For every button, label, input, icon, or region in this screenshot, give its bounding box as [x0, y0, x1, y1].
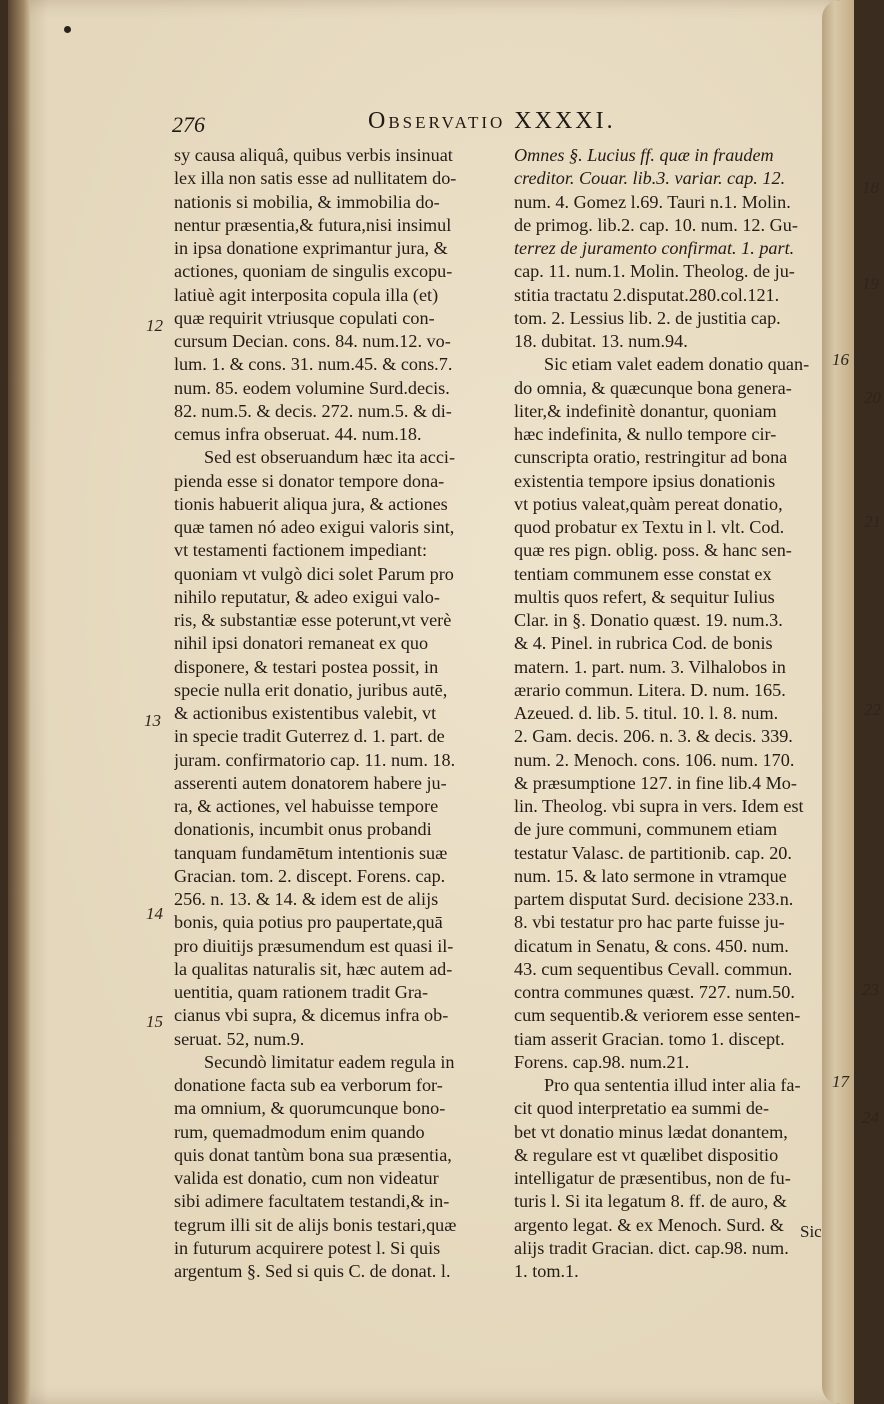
text-line: Gracian. tom. 2. discept. Forens. cap.	[174, 865, 446, 886]
text-line: ærario commun. Litera. D. num. 165.	[514, 679, 786, 700]
text-line: terrez de juramento confirmat. 1. part.	[514, 238, 795, 258]
text-line: 8. vbi testatur pro hac parte fuisse ju-	[514, 912, 785, 933]
margin-number: 24	[862, 1108, 879, 1127]
text-line: rum, quemadmodum enim quando	[174, 1121, 425, 1142]
text-line: testatur Valasc. de partitionib. cap. 20.	[514, 842, 792, 863]
running-title: Observatio XXXXI.	[368, 108, 616, 134]
text-line: 256. n. 13. & 14. & idem est de alijs	[174, 889, 439, 909]
text-line: actiones, quoniam de singulis excopu-	[174, 261, 453, 282]
text-line: & regulare est vt quælibet dispositio	[514, 1144, 779, 1165]
ink-dot	[64, 26, 71, 33]
text-line: in futurum acquirere potest l. Si quis	[174, 1237, 441, 1258]
text-line: dicatum in Senatu, & cons. 450. num.	[514, 935, 789, 956]
margin-number: 19	[862, 274, 879, 293]
text-line: disponere, & testari postea possit, in	[174, 656, 439, 677]
text-line: num. 85. eodem volumine Surd.decis.	[174, 377, 450, 398]
margin-number: 14	[146, 904, 163, 923]
text-line: pienda esse si donator tempore dona-	[174, 470, 445, 491]
text-line: hæc indefinita, & nullo tempore cir-	[514, 424, 777, 444]
text-line: num. 2. Menoch. cons. 106. num. 170.	[514, 749, 795, 770]
text-line: in ipsa donatione exprimantur jura, &	[174, 238, 448, 258]
text-line: ma omnium, & quorumcunque bono-	[174, 1098, 446, 1119]
text-line: la qualitas naturalis sit, hæc autem ad-	[174, 958, 453, 979]
text-line: juram. confirmatorio cap. 11. num. 18.	[174, 749, 456, 770]
margin-number: 17	[832, 1072, 849, 1091]
margin-number: 23	[862, 980, 879, 999]
text-line: liter,& indefinitè donantur, quoniam	[514, 400, 777, 421]
margin-number: 20	[864, 388, 881, 407]
text-line: specie nulla erit donatio, juribus autē,	[174, 679, 448, 700]
text-line: cursum Decian. cons. 84. num.12. vo-	[174, 331, 451, 351]
text-line: tegrum illi sit de alijs bonis testari,quæ	[174, 1214, 457, 1235]
text-line: cit quod interpretatio ea summi de-	[514, 1098, 770, 1119]
margin-number: 21	[864, 512, 881, 531]
text-line: ris, & substantiæ esse poterunt,vt verè	[174, 610, 452, 630]
text-line: latiuè agit interposita copula illa (et)	[174, 284, 439, 305]
text-line: bonis, quia potius pro paupertate,quā	[174, 912, 443, 933]
text-line: cum sequentib.& veriorem esse senten-	[514, 1005, 801, 1026]
text-line: nihilo reputatur, & adeo exigui valo-	[174, 586, 440, 607]
text-line: multis quos refert, & sequitur Iulius	[514, 586, 775, 607]
text-line: lex illa non satis esse ad nullitatem do-	[174, 168, 457, 189]
page-header	[172, 108, 812, 142]
text-line: & 4. Pinel. in rubrica Cod. de bonis	[514, 633, 773, 654]
text-line: nentur præsentia,& futura,nisi insimul	[174, 214, 452, 235]
text-line: 1. tom.1.	[514, 1261, 579, 1281]
margin-number: 12	[146, 316, 163, 335]
left-text-column	[174, 144, 500, 1283]
text-line: tentiam communem esse constat ex	[514, 563, 772, 584]
margin-number: 16	[832, 350, 849, 369]
page-number: 276	[172, 112, 205, 137]
text-line: pro diuitijs præsumendum est quasi il-	[174, 935, 454, 956]
text-line: tom. 2. Lessius lib. 2. de justitia cap.	[514, 307, 781, 328]
text-line: contra communes quæst. 727. num.50.	[514, 982, 795, 1002]
text-line: de jure communi, communem etiam	[514, 819, 778, 840]
text-line: do omnia, & quæcunque bona genera-	[514, 377, 792, 398]
text-line: cap. 11. num.1. Molin. Theolog. de ju-	[514, 261, 795, 282]
text-line: cunscripta oratio, restringitur ad bona	[514, 447, 788, 468]
text-line: quis donat tantùm bona sua præsentia,	[174, 1144, 452, 1165]
text-line: argento legat. & ex Menoch. Surd. &	[514, 1214, 784, 1235]
text-line: donationis, incumbit onus probandi	[174, 819, 432, 840]
text-line: donatione facta sub ea verborum for-	[174, 1075, 443, 1095]
text-line: vt testamenti factionem impediant:	[174, 540, 428, 561]
text-line: creditor. Couar. lib.3. variar. cap. 12.	[514, 168, 786, 189]
text-line: argentum §. Sed si quis C. de donat. l.	[174, 1261, 451, 1281]
text-line: bet vt donatio minus lædat donantem,	[514, 1121, 788, 1142]
text-line: uentitia, quam rationem tradit Gra-	[174, 982, 429, 1002]
text-line: partem disputat Surd. decisione 233.n.	[514, 889, 794, 909]
text-line: quæ tamen nó adeo exigui valoris sint,	[174, 517, 455, 537]
text-line: lum. 1. & cons. 31. num.45. & cons.7.	[174, 354, 453, 375]
text-line: vt potius valeat,quàm pereat donatio,	[514, 493, 783, 514]
text-line: Azeued. d. lib. 5. titul. 10. l. 8. num.	[514, 703, 779, 723]
text-line: tiam asserit Gracian. tomo 1. discept.	[514, 1028, 785, 1049]
text-line: Pro qua sententia illud inter alia fa-	[544, 1075, 801, 1095]
text-line: existentia tempore ipsius donationis	[514, 470, 776, 491]
text-line: seruat. 52, num.9.	[174, 1028, 305, 1049]
text-line: nationis si mobilia, & immobilia do-	[174, 191, 440, 212]
text-line: Forens. cap.98. num.21.	[514, 1051, 690, 1072]
text-line: 43. cum sequentibus Cevall. commun.	[514, 958, 793, 979]
text-line: quoniam vt vulgò dici solet Parum pro	[174, 563, 454, 584]
catchword: Sic	[800, 1222, 822, 1241]
text-line: & actionibus existentibus valebit, vt	[174, 703, 437, 723]
text-line: alijs tradit Gracian. dict. cap.98. num.	[514, 1237, 789, 1258]
text-line: turis l. Si ita legatum 8. ff. de auro, &	[514, 1191, 787, 1212]
text-line: sy causa aliquâ, quibus verbis insinuat	[174, 145, 453, 165]
text-line: 2. Gam. decis. 206. n. 3. & decis. 339.	[514, 726, 793, 747]
margin-number: 13	[144, 711, 161, 730]
text-line: ra, & actiones, vel habuisse tempore	[174, 796, 439, 816]
text-line: quæ res pign. oblig. poss. & hanc sen-	[514, 540, 792, 561]
text-line: tionis habuerit aliqua jura, & actiones	[174, 493, 448, 514]
text-line: & præsumptione 127. in fine lib.4 Mo-	[514, 772, 797, 793]
text-line: cemus infra obseruat. 44. num.18.	[174, 424, 422, 444]
text-line: de primog. lib.2. cap. 10. num. 12. Gu-	[514, 214, 798, 235]
text-line: num. 15. & lato sermone in vtramque	[514, 865, 787, 886]
text-line: valida est donatio, cum non videatur	[174, 1168, 439, 1188]
text-line: num. 4. Gomez l.69. Tauri n.1. Molin.	[514, 191, 791, 212]
text-line: quod probatur ex Textu in l. vlt. Cod.	[514, 517, 785, 537]
text-line: Secundò limitatur eadem regula in	[204, 1051, 455, 1072]
text-line: quæ requirit vtriusque copulati con-	[174, 307, 435, 328]
text-line: asserenti autem donatorem habere ju-	[174, 772, 447, 793]
text-line: Omnes §. Lucius ff. quæ in fraudem	[514, 145, 774, 165]
text-line: 18. dubitat. 13. num.94.	[514, 331, 688, 351]
text-line: 82. num.5. & decis. 272. num.5. & di-	[174, 400, 452, 421]
text-line: stitia tractatu 2.disputat.280.col.121.	[514, 284, 780, 305]
text-line: sibi adimere facultatem testandi,& in-	[174, 1191, 450, 1212]
margin-number: 18	[862, 178, 879, 197]
text-line: intelligatur de præsentibus, non de fu-	[514, 1168, 791, 1188]
text-line: Clar. in §. Donatio quæst. 19. num.3.	[514, 610, 783, 630]
margin-number: 22	[864, 700, 881, 719]
text-line: lin. Theolog. vbi supra in vers. Idem est	[514, 796, 804, 816]
margin-number: 15	[146, 1012, 163, 1031]
text-line: cianus vbi supra, & dicemus infra ob-	[174, 1005, 449, 1026]
text-line: Sic etiam valet eadem donatio quan-	[544, 354, 810, 375]
text-line: in specie tradit Guterrez d. 1. part. de	[174, 726, 445, 747]
text-line: tanquam fundamētum intentionis suæ	[174, 842, 448, 863]
text-line: nihil ipsi donatori remaneat ex quo	[174, 633, 429, 654]
book-gutter	[8, 0, 30, 1404]
text-line: Sed est obseruandum hæc ita acci-	[204, 447, 456, 468]
right-text-column	[514, 144, 848, 1283]
text-line: matern. 1. part. num. 3. Vilhalobos in	[514, 656, 786, 677]
